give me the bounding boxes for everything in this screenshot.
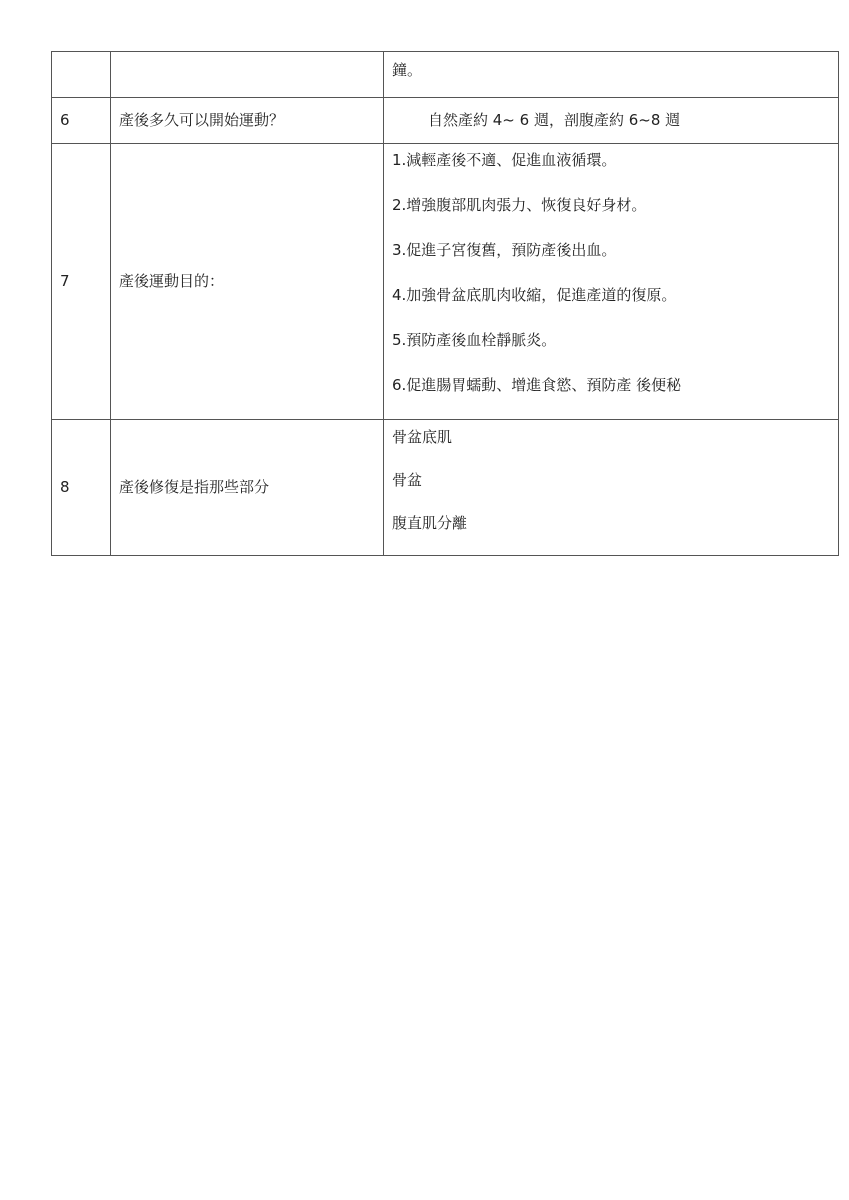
answer-line: 腹直肌分離 xyxy=(392,514,468,532)
row-number: 6 xyxy=(52,98,111,144)
answer-line: 3.促進子宮復舊，預防產後出血。 xyxy=(392,241,617,259)
row-question xyxy=(111,52,384,98)
row-question: 產後修復是指那些部分 xyxy=(111,420,384,556)
answer-line: 骨盆底肌 xyxy=(392,428,453,446)
row-question: 產後運動目的： xyxy=(111,144,384,420)
table-row xyxy=(52,98,839,144)
row-answer xyxy=(384,420,839,556)
answer-line: 自然產約 4~ 6 週，剖腹產約 6~8 週 xyxy=(428,111,681,130)
answer-line: 4.加強骨盆底肌肉收縮，促進產道的復原。 xyxy=(392,286,677,304)
row-answer xyxy=(384,144,839,420)
answer-line: 5.預防產後血栓靜脈炎。 xyxy=(392,331,557,349)
answer-line: 骨盆 xyxy=(392,471,423,489)
row-question: 產後多久可以開始運動？ xyxy=(111,98,384,144)
row-answer xyxy=(384,98,839,144)
table-row xyxy=(52,52,839,98)
row-number xyxy=(52,52,111,98)
answer-line: 6.促進腸胃蠕動、增進食慾、預防產 後便秘 xyxy=(392,376,682,394)
answer-line: 1.減輕產後不適、促進血液循環。 xyxy=(392,151,617,169)
answer-line: 2.增強腹部肌肉張力、恢復良好身材。 xyxy=(392,196,647,214)
row-answer xyxy=(384,52,839,98)
table-row xyxy=(52,144,839,420)
answer-line: 鐘。 xyxy=(392,61,423,79)
qa-table xyxy=(51,51,839,556)
table-row xyxy=(52,420,839,556)
row-number: 7 xyxy=(52,144,111,420)
row-number: 8 xyxy=(52,420,111,556)
